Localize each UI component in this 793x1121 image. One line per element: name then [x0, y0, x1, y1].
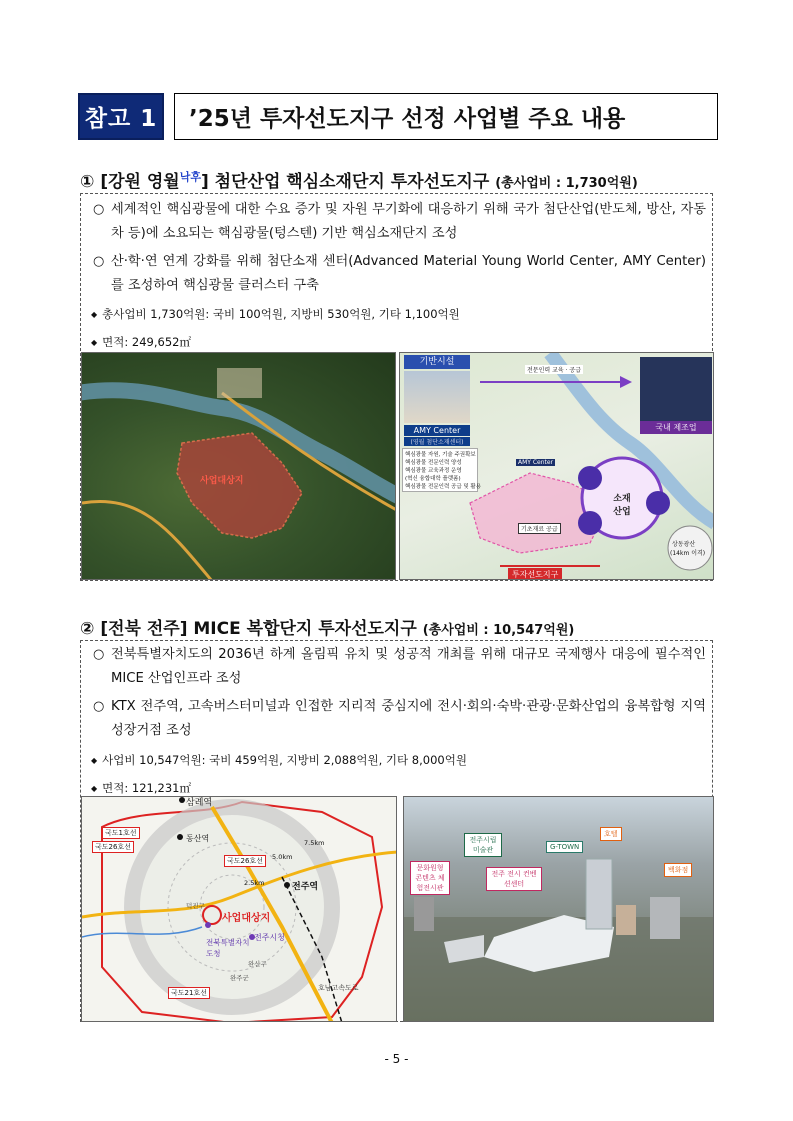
section1-bullet-1: ○ 세계적인 핵심광물에 대한 수요 증가 및 자원 무기화에 대응하기 위해 국가 첨단산업(반도체, 방산, 자동차 등)에 소요되는 핵심광물(텅스텐) 기반 핵심소재단지 조성	[89, 198, 706, 246]
dist-5-0-label: 5.0km	[272, 853, 293, 861]
deokjin-label: 덕진구	[186, 902, 205, 910]
section1-title-suffix: ] 첨단산업 핵심소재단지 투자선도지구	[200, 172, 490, 192]
route1-label: 국도1호선	[102, 827, 140, 839]
department-store-label: 백화점	[664, 863, 692, 877]
amy-item: 핵심광물 자원, 기술 주권확보	[405, 452, 476, 458]
section1-concept-diagram	[399, 352, 714, 580]
supply-label: 기초재료 공급	[518, 523, 561, 534]
amy-item: (혁신 융합대학 플랫폼)	[405, 476, 461, 482]
section2-heading	[80, 614, 574, 639]
link-top-label: 전문인력 교육 · 공급	[527, 367, 581, 374]
amy-item: 핵심광물 교육과정 운영	[405, 468, 462, 474]
diamond-bullet-icon: ◆	[91, 310, 98, 319]
material-industry-label: 소재 산업	[613, 494, 631, 517]
diamond-bullet-icon: ◆	[91, 338, 98, 347]
route21-label: 국도21호선	[168, 987, 210, 999]
dongsan-station-label: 동산역	[186, 834, 210, 843]
gtown-label: G-TOWN	[546, 841, 583, 853]
section2-detail-area: ◆ 면적: 121,231㎡	[91, 781, 191, 795]
section1-detail-cost: ◆ 총사업비 1,730억원: 국비 100억원, 지방비 530억원, 기타 1,100억원	[91, 307, 460, 321]
route26-label: 국도26호선	[92, 841, 134, 853]
section1-number: ①	[80, 172, 95, 192]
dist-2-5-label: 2.5km	[244, 879, 265, 887]
culture-hall-label: 문화원형 콘텐츠 체험전시관	[410, 861, 450, 895]
section1-heading	[80, 167, 638, 192]
section1-cost: (총사업비 : 1,730억원)	[495, 176, 638, 191]
section2-bullet-1: ○ 전북특별자치도의 2036년 하계 올림픽 유치 및 성공적 개최를 위해 대규모 국제행사 대응에 필수적인 MICE 산업인프라 조성	[89, 643, 706, 691]
section1-box	[80, 193, 713, 581]
section2-aerial-render	[403, 796, 714, 1022]
reference-badge: 참고 1	[78, 93, 164, 140]
domestic-industry-label: 국내 제조업	[640, 421, 712, 434]
circle-bullet-icon: ○	[93, 202, 105, 217]
mine-label: 상동광산	[672, 541, 696, 548]
section2-detail-cost: ◆ 사업비 10,547억원: 국비 459억원, 지방비 2,088억원, 기타 8,000억원	[91, 753, 467, 767]
convention-center-label: 전주 전시 컨벤션센터	[486, 867, 542, 891]
satellite-map-graphic	[82, 353, 396, 580]
section2-box	[80, 640, 713, 1022]
route26b-label: 국도26호선	[224, 855, 266, 867]
expressway-label: 호남고속도로	[318, 984, 359, 992]
hotel-label: 호텔	[600, 827, 622, 841]
gov-office-label: 전북특별자치도청	[206, 938, 250, 958]
amy-center-sub: (영월 첨단소재센터)	[404, 437, 470, 446]
aerial-render-graphic	[404, 797, 714, 1022]
circle-bullet-icon: ○	[93, 254, 105, 269]
page-number: - 5 -	[384, 1052, 409, 1066]
section2-number: ②	[80, 619, 95, 639]
circle-bullet-icon: ○	[93, 699, 105, 714]
section1-tag: 낙후	[179, 170, 201, 184]
section1-bullet-2: ○ 산·학·연 연계 강화를 위해 첨단소재 센터(Advanced Material Young World Center, AMY Center)를 조성하여 핵심광물 클러스터 구축	[89, 250, 706, 298]
section2-site-label: 사업대상지	[222, 913, 271, 924]
domestic-industry-photos	[640, 357, 712, 421]
facility-label: 기반시설	[404, 355, 470, 369]
amy-item: 핵심광물 전문인력 공급 및 활용	[405, 484, 482, 490]
city-hall-label: 전주시청	[254, 933, 285, 942]
section2-bullet-2: ○ KTX 전주역, 고속버스터미널과 인접한 지리적 중심지에 전시·회의·숙박·관광·문화산업의 융복합형 지역 성장거점 조성	[89, 695, 706, 743]
jeonju-station-label: 전주역	[292, 882, 319, 892]
section1-satellite-map	[81, 352, 396, 580]
investment-zone-label: 투자선도지구	[508, 568, 562, 580]
section1-detail-area: ◆ 면적: 249,652㎡	[91, 335, 191, 349]
dist-7-5-label: 7.5km	[304, 839, 325, 847]
wanju-label: 완주군	[230, 974, 249, 982]
section2-cost: (총사업비 : 10,547억원)	[422, 623, 575, 638]
amy-center-label: AMY Center	[404, 425, 470, 436]
section2-location-map	[81, 796, 397, 1022]
section1-site-label: 사업대상지	[200, 476, 244, 486]
section2-title: [전북 전주] MICE 복합단지 투자선도지구	[100, 619, 417, 639]
page-title: ’25년 투자선도지구 선정 사업별 주요 내용	[174, 93, 718, 140]
mine-distance-label: (14km 이격)	[670, 550, 706, 557]
diamond-bullet-icon: ◆	[91, 756, 98, 765]
diamond-bullet-icon: ◆	[91, 784, 98, 793]
amy-item: 핵심광물 전문인력 양성	[405, 460, 462, 466]
section1-title-prefix: [강원 영월	[100, 172, 180, 192]
circle-bullet-icon: ○	[93, 647, 105, 662]
amy-tag-label: AMY Center	[518, 459, 554, 466]
samrye-station-label: 삼례역	[186, 798, 213, 808]
amy-center-building-icon	[404, 371, 470, 423]
museum-label: 전주시립미술관	[464, 833, 502, 857]
wansan-label: 완산구	[248, 960, 267, 968]
amy-items-list	[402, 448, 482, 492]
reference-header	[78, 93, 626, 140]
